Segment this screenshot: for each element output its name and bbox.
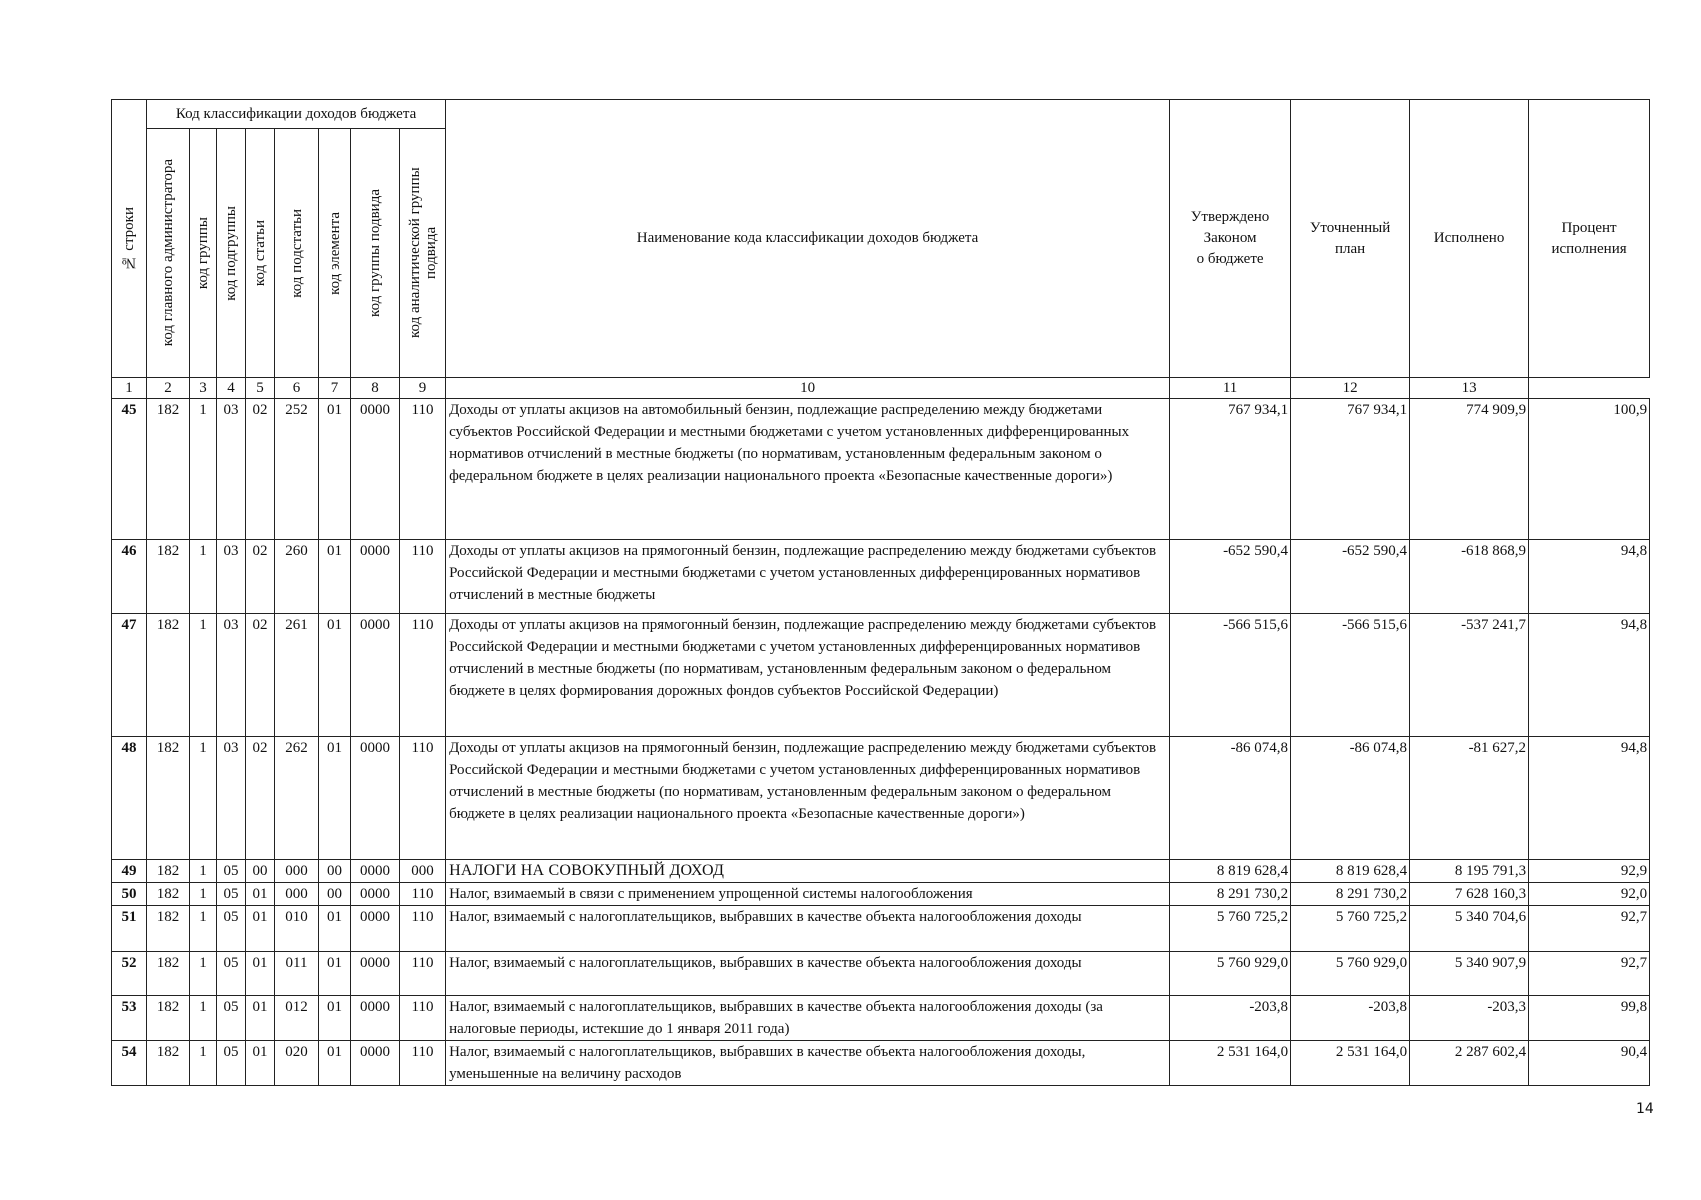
- column-number: 1: [112, 378, 147, 399]
- analytic-code: 110: [400, 1041, 446, 1086]
- subgroup-code: 05: [217, 996, 246, 1041]
- article-code: 02: [246, 737, 275, 860]
- column-number-row: [112, 378, 1650, 399]
- analytic-code: 110: [400, 737, 446, 860]
- executed-value: -618 868,9: [1410, 540, 1529, 614]
- column-number: 4: [217, 378, 246, 399]
- header-row-number: № строки: [112, 100, 147, 378]
- analytic-code: 110: [400, 883, 446, 906]
- percent-value: 94,8: [1529, 540, 1650, 614]
- group-code: 1: [190, 737, 217, 860]
- subtype-code: 0000: [351, 399, 400, 540]
- subtype-code: 0000: [351, 1041, 400, 1086]
- article-code: 02: [246, 399, 275, 540]
- article-code: 01: [246, 1041, 275, 1086]
- revenue-name: Доходы от уплаты акцизов на прямогонный бензин, подлежащие распределению между бюджетами субъектов Российской Федерации и местными бюджетами с учетом установленных дифференцированных нормативов отчислений в местные бюджеты: [446, 540, 1170, 614]
- revenue-name: Доходы от уплаты акцизов на автомобильный бензин, подлежащие распределению между бюджетами субъектов Российской Федерации и местными бюджетами с учетом установленных дифференцированных нормативов отчислений в местные бюджеты (по нормативам, установленным федеральным законом о федеральном бюджете в целях реализации национального проекта «Безопасные качественные дороги»): [446, 399, 1170, 540]
- plan-value: -566 515,6: [1291, 614, 1410, 737]
- group-code: 1: [190, 540, 217, 614]
- subgroup-code: 05: [217, 883, 246, 906]
- subtype-code: 0000: [351, 952, 400, 996]
- subgroup-code: 05: [217, 906, 246, 952]
- column-number: 8: [351, 378, 400, 399]
- header-analytic-group-code: код аналитической группы подвида: [400, 129, 446, 378]
- approved-value: 5 760 725,2: [1170, 906, 1291, 952]
- subarticle-code: 000: [275, 883, 319, 906]
- subgroup-code: 03: [217, 614, 246, 737]
- subgroup-code: 05: [217, 1041, 246, 1086]
- column-number: 3: [190, 378, 217, 399]
- plan-value: 5 760 929,0: [1291, 952, 1410, 996]
- header-name-column: Наименование кода классификации доходов бюджета: [446, 100, 1170, 378]
- percent-value: 99,8: [1529, 996, 1650, 1041]
- element-code: 01: [319, 614, 351, 737]
- subgroup-code: 05: [217, 860, 246, 883]
- header-approved: Утверждено Законом о бюджете: [1170, 100, 1291, 378]
- revenue-name: Налог, взимаемый с налогоплательщиков, выбравших в качестве объекта налогообложения доходы: [446, 906, 1170, 952]
- article-code: 02: [246, 540, 275, 614]
- group-code: 1: [190, 906, 217, 952]
- revenue-name: Налог, взимаемый с налогоплательщиков, выбравших в качестве объекта налогообложения доходы (за налоговые периоды, истекшие до 1 января 2011 года): [446, 996, 1170, 1041]
- plan-value: 2 531 164,0: [1291, 1041, 1410, 1086]
- subarticle-code: 020: [275, 1041, 319, 1086]
- row-number: 49: [112, 860, 147, 883]
- plan-value: 767 934,1: [1291, 399, 1410, 540]
- admin-code: 182: [147, 860, 190, 883]
- group-code: 1: [190, 1041, 217, 1086]
- approved-value: -652 590,4: [1170, 540, 1291, 614]
- executed-value: 5 340 704,6: [1410, 906, 1529, 952]
- executed-value: 774 909,9: [1410, 399, 1529, 540]
- row-number: 46: [112, 540, 147, 614]
- table-row: [112, 1041, 1650, 1086]
- element-code: 00: [319, 883, 351, 906]
- budget-revenue-table: [111, 99, 1650, 1086]
- group-code: 1: [190, 860, 217, 883]
- admin-code: 182: [147, 952, 190, 996]
- subtype-code: 0000: [351, 996, 400, 1041]
- column-number: 9: [400, 378, 446, 399]
- article-code: 01: [246, 996, 275, 1041]
- executed-value: 8 195 791,3: [1410, 860, 1529, 883]
- table-body: [112, 399, 1650, 1086]
- subtype-code: 0000: [351, 906, 400, 952]
- subtype-code: 0000: [351, 860, 400, 883]
- row-number: 53: [112, 996, 147, 1041]
- header-classification-group: Код классификации доходов бюджета: [147, 100, 446, 129]
- revenue-name: НАЛОГИ НА СОВОКУПНЫЙ ДОХОД: [446, 860, 1170, 883]
- column-number: 5: [246, 378, 275, 399]
- element-code: 00: [319, 860, 351, 883]
- header-article-code: код статьи: [246, 129, 275, 378]
- budget-sheet: [111, 99, 1649, 1086]
- table-row: [112, 737, 1650, 860]
- table-row: [112, 883, 1650, 906]
- element-code: 01: [319, 399, 351, 540]
- approved-value: -566 515,6: [1170, 614, 1291, 737]
- header-element-code: код элемента: [319, 129, 351, 378]
- group-code: 1: [190, 952, 217, 996]
- approved-value: 5 760 929,0: [1170, 952, 1291, 996]
- row-number: 48: [112, 737, 147, 860]
- table-row: [112, 952, 1650, 996]
- article-code: 00: [246, 860, 275, 883]
- subtype-code: 0000: [351, 614, 400, 737]
- analytic-code: 110: [400, 952, 446, 996]
- group-code: 1: [190, 883, 217, 906]
- subtype-code: 0000: [351, 883, 400, 906]
- revenue-name: Налог, взимаемый в связи с применением упрощенной системы налогообложения: [446, 883, 1170, 906]
- executed-value: -203,3: [1410, 996, 1529, 1041]
- subarticle-code: 010: [275, 906, 319, 952]
- admin-code: 182: [147, 399, 190, 540]
- percent-value: 92,9: [1529, 860, 1650, 883]
- page-number: 14: [1636, 1101, 1654, 1117]
- row-number: 54: [112, 1041, 147, 1086]
- percent-value: 92,7: [1529, 952, 1650, 996]
- approved-value: 8 291 730,2: [1170, 883, 1291, 906]
- article-code: 01: [246, 952, 275, 996]
- group-code: 1: [190, 996, 217, 1041]
- group-code: 1: [190, 399, 217, 540]
- subtype-code: 0000: [351, 737, 400, 860]
- article-code: 01: [246, 906, 275, 952]
- subarticle-code: 012: [275, 996, 319, 1041]
- analytic-code: 110: [400, 906, 446, 952]
- table-row: [112, 614, 1650, 737]
- row-number: 50: [112, 883, 147, 906]
- header-subgroup-code: код подгруппы: [217, 129, 246, 378]
- header-subarticle-code: код подстатьи: [275, 129, 319, 378]
- percent-value: 90,4: [1529, 1041, 1650, 1086]
- plan-value: 8 291 730,2: [1291, 883, 1410, 906]
- column-number: 13: [1410, 378, 1529, 399]
- header-refined-plan: Уточненный план: [1291, 100, 1410, 378]
- plan-value: 5 760 725,2: [1291, 906, 1410, 952]
- group-code: 1: [190, 614, 217, 737]
- plan-value: -652 590,4: [1291, 540, 1410, 614]
- approved-value: -203,8: [1170, 996, 1291, 1041]
- table-row: [112, 399, 1650, 540]
- column-number: 12: [1291, 378, 1410, 399]
- percent-value: 92,0: [1529, 883, 1650, 906]
- admin-code: 182: [147, 1041, 190, 1086]
- percent-value: 94,8: [1529, 614, 1650, 737]
- element-code: 01: [319, 952, 351, 996]
- analytic-code: 110: [400, 399, 446, 540]
- admin-code: 182: [147, 883, 190, 906]
- column-number: 6: [275, 378, 319, 399]
- executed-value: 5 340 907,9: [1410, 952, 1529, 996]
- header-executed: Исполнено: [1410, 100, 1529, 378]
- executed-value: 7 628 160,3: [1410, 883, 1529, 906]
- header-group-code: код группы: [190, 129, 217, 378]
- plan-value: 8 819 628,4: [1291, 860, 1410, 883]
- table-row: [112, 860, 1650, 883]
- subtype-code: 0000: [351, 540, 400, 614]
- subarticle-code: 011: [275, 952, 319, 996]
- subgroup-code: 03: [217, 399, 246, 540]
- row-number: 51: [112, 906, 147, 952]
- header-subtype-group-code: код группы подвида: [351, 129, 400, 378]
- element-code: 01: [319, 1041, 351, 1086]
- column-number: 2: [147, 378, 190, 399]
- approved-value: 2 531 164,0: [1170, 1041, 1291, 1086]
- executed-value: 2 287 602,4: [1410, 1041, 1529, 1086]
- table-row: [112, 906, 1650, 952]
- column-number: 7: [319, 378, 351, 399]
- analytic-code: 000: [400, 860, 446, 883]
- percent-value: 92,7: [1529, 906, 1650, 952]
- executed-value: -537 241,7: [1410, 614, 1529, 737]
- header-admin-code: код главного администратора: [147, 129, 190, 378]
- column-number: 10: [446, 378, 1170, 399]
- element-code: 01: [319, 996, 351, 1041]
- admin-code: 182: [147, 996, 190, 1041]
- analytic-code: 110: [400, 614, 446, 737]
- revenue-name: Налог, взимаемый с налогоплательщиков, выбравших в качестве объекта налогообложения доходы, уменьшенные на величину расходов: [446, 1041, 1170, 1086]
- admin-code: 182: [147, 614, 190, 737]
- subgroup-code: 03: [217, 737, 246, 860]
- analytic-code: 110: [400, 540, 446, 614]
- executed-value: -81 627,2: [1410, 737, 1529, 860]
- row-number: 45: [112, 399, 147, 540]
- approved-value: 8 819 628,4: [1170, 860, 1291, 883]
- subarticle-code: 261: [275, 614, 319, 737]
- header-percent: Процент исполнения: [1529, 100, 1650, 378]
- subarticle-code: 260: [275, 540, 319, 614]
- percent-value: 94,8: [1529, 737, 1650, 860]
- subgroup-code: 03: [217, 540, 246, 614]
- element-code: 01: [319, 540, 351, 614]
- approved-value: -86 074,8: [1170, 737, 1291, 860]
- column-number: 11: [1170, 378, 1291, 399]
- plan-value: -203,8: [1291, 996, 1410, 1041]
- subarticle-code: 262: [275, 737, 319, 860]
- table-row: [112, 540, 1650, 614]
- analytic-code: 110: [400, 996, 446, 1041]
- percent-value: 100,9: [1529, 399, 1650, 540]
- revenue-name: Налог, взимаемый с налогоплательщиков, выбравших в качестве объекта налогообложения доходы: [446, 952, 1170, 996]
- subarticle-code: 000: [275, 860, 319, 883]
- row-number: 47: [112, 614, 147, 737]
- element-code: 01: [319, 906, 351, 952]
- subgroup-code: 05: [217, 952, 246, 996]
- revenue-name: Доходы от уплаты акцизов на прямогонный бензин, подлежащие распределению между бюджетами субъектов Российской Федерации и местными бюджетами с учетом установленных дифференцированных нормативов отчислений в местные бюджеты (по нормативам, установленным федеральным законом о федеральном бюджете в целях реализации национального проекта «Безопасные качественные дороги»): [446, 737, 1170, 860]
- revenue-name: Доходы от уплаты акцизов на прямогонный бензин, подлежащие распределению между бюджетами субъектов Российской Федерации и местными бюджетами с учетом установленных дифференцированных нормативов отчислений в местные бюджеты (по нормативам, установленным федеральным законом о федеральном бюджете в целях формирования дорожных фондов субъектов Российской Федерации): [446, 614, 1170, 737]
- element-code: 01: [319, 737, 351, 860]
- admin-code: 182: [147, 737, 190, 860]
- article-code: 02: [246, 614, 275, 737]
- subarticle-code: 252: [275, 399, 319, 540]
- approved-value: 767 934,1: [1170, 399, 1291, 540]
- table-row: [112, 996, 1650, 1041]
- article-code: 01: [246, 883, 275, 906]
- admin-code: 182: [147, 906, 190, 952]
- row-number: 52: [112, 952, 147, 996]
- plan-value: -86 074,8: [1291, 737, 1410, 860]
- admin-code: 182: [147, 540, 190, 614]
